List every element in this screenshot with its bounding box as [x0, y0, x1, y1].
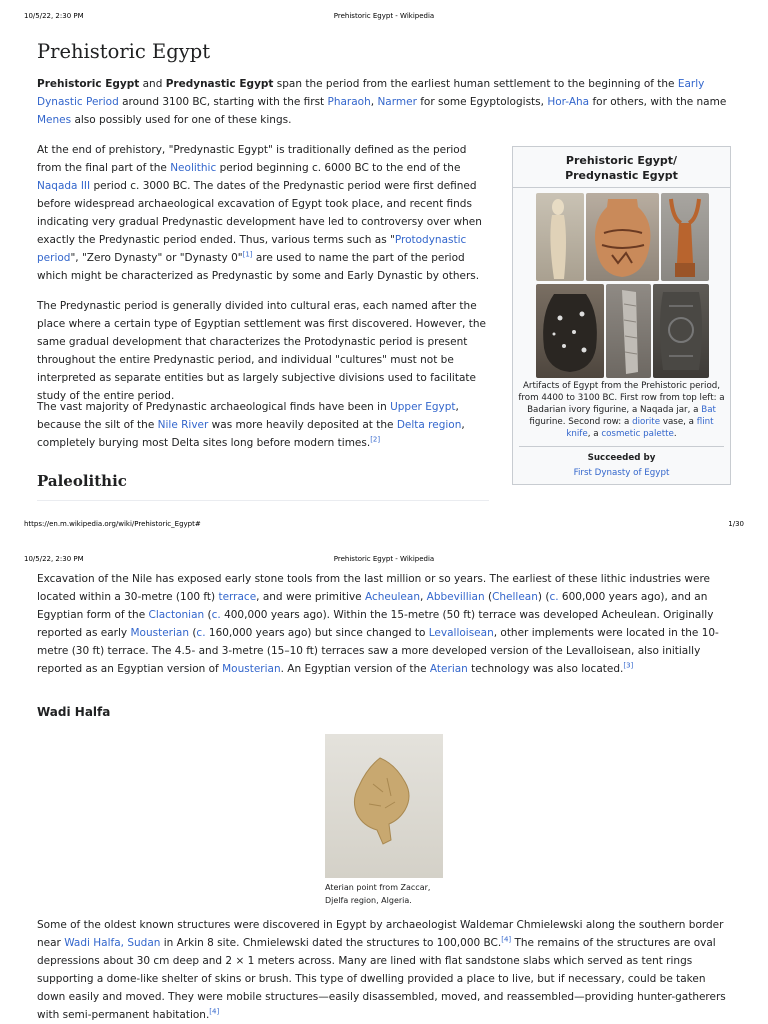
wadi-halfa-structures-paragraph: Some of the oldest known structures were discovered in Egypt by archaeologist Waldemar Chmielewski along the southern border near Wadi Halfa, Sudan in Arkin 8 site. Chmielewski dated the structures to 100,000 BC.[4] The remains of the structures are oval depressions about 30 cm deep and 2 × 1 meters across. Many are lined with flat sandstone slabs which served as tent rings supporting a dome-like shelter of skins or brush. This type of dwelling provided a place to live, but if necessary, could be taken down easily and moved. They were mobile structures—easily disassembled, moved, and reassembled—providing hunter-gatherers with semi-permanent habitation.[4] [37, 919, 726, 1021]
ivory-figurine-image [536, 193, 584, 281]
print-title: Prehistoric Egypt - Wikipedia [333, 555, 435, 563]
reference-3[interactable]: [3] [623, 661, 634, 670]
link-early-dynastic-period[interactable]: Early Dynastic Period [37, 78, 705, 108]
page-title: Prehistoric Egypt [37, 40, 211, 63]
bat-figurine-image [661, 193, 709, 281]
link-first-dynasty[interactable]: First Dynasty of Egypt [573, 468, 670, 478]
link-circa[interactable]: c. [196, 627, 206, 639]
reference-1[interactable]: [1] [242, 250, 253, 259]
aterian-point-image[interactable] [325, 734, 443, 878]
infobox-divider [519, 446, 724, 447]
link-abbevillian[interactable]: Abbevillian [426, 591, 485, 603]
link-cosmetic-palette[interactable]: cosmetic palette [601, 429, 674, 439]
link-naqada-iii[interactable]: Naqada III [37, 180, 91, 192]
link-mousterian[interactable]: Mousterian [222, 663, 281, 675]
link-diorite[interactable]: diorite [632, 417, 661, 427]
print-date: 10/5/22, 2:30 PM [24, 555, 84, 563]
print-url: https://en.m.wikipedia.org/wiki/Prehistoric_Egypt# [24, 520, 201, 528]
archaeological-finds-paragraph: The vast majority of Predynastic archaeological finds have been in Upper Egypt, because the silt of the Nile River was more heavily deposited at the Delta region, completely burying most Delta sites long before modern times.[2] [37, 401, 465, 449]
infobox [512, 146, 731, 485]
print-title: Prehistoric Egypt - Wikipedia [333, 12, 435, 20]
reference-4[interactable]: [4] [501, 935, 512, 944]
link-protodynastic-period[interactable]: Protodynastic period [37, 234, 467, 264]
figure-caption: Aterian point from Zaccar, Djelfa region, Algeria. [325, 883, 431, 905]
print-footer [24, 520, 744, 528]
link-upper-egypt[interactable]: Upper Egypt [390, 401, 456, 413]
link-mousterian[interactable]: Mousterian [130, 627, 189, 639]
predynastic-definition-paragraph: At the end of prehistory, "Predynastic Egypt" is traditionally defined as the period from the final part of the Neolithic period beginning c. 6000 BC to the end of the Naqada III period c. 3000 BC. The dates of the Predynastic period were first defined before widespread archaeological excavation of Egypt took place, and recent finds indicating very gradual Predynastic development have led to controversy over when exactly the Predynastic period ended. Thus, various terms such as "Protodynastic period", "Zero Dynasty" or "Dynasty 0"[1] are used to name the part of the period which might be characterized as Predynastic by some and Early Dynastic by others. [37, 144, 482, 282]
link-bat[interactable]: Bat [701, 405, 716, 415]
link-menes[interactable]: Menes [37, 114, 72, 126]
link-narmer[interactable]: Narmer [377, 96, 417, 108]
succeeded-by-label: Succeeded by [587, 453, 656, 463]
link-circa[interactable]: c. [549, 591, 559, 603]
arrowhead-icon [325, 734, 443, 878]
link-hor-aha[interactable]: Hor-Aha [547, 96, 590, 108]
link-pharaoh[interactable]: Pharaoh [327, 96, 371, 108]
cultural-eras-paragraph: The Predynastic period is generally divided into cultural eras, each named after the place where a certain type of Egyptian settlement was first discovered. However, the same gradual development that characterizes the Protodynastic period is present throughout the entire Predynastic period, and individual "cultures" must not be interpreted as separate entities but as largely subjective divisions used to facilitate study of the entire period. [37, 300, 486, 402]
print-page-number: 1/30 [728, 520, 744, 528]
link-chellean[interactable]: Chellean [492, 591, 538, 603]
print-header [24, 12, 744, 20]
infobox-image-collage[interactable] [513, 188, 730, 380]
diorite-vase-image [536, 284, 604, 378]
print-date: 10/5/22, 2:30 PM [24, 12, 84, 20]
link-aterian[interactable]: Aterian [429, 663, 468, 675]
link-delta-region[interactable]: Delta region [396, 419, 462, 431]
naqada-jar-image [586, 193, 659, 281]
cosmetic-palette-image [653, 284, 709, 378]
link-terrace[interactable]: terrace [218, 591, 257, 603]
flint-knife-image [606, 284, 651, 378]
section-divider [37, 500, 489, 501]
link-acheulean[interactable]: Acheulean [364, 591, 420, 603]
link-levalloisean[interactable]: Levalloisean [428, 627, 494, 639]
section-heading-paleolithic: Paleolithic [37, 472, 127, 490]
infobox-title: Prehistoric Egypt/ Predynastic Egypt [513, 147, 730, 188]
intro-paragraph: Prehistoric Egypt and Predynastic Egypt span the period from the earliest human settlement to the beginning of the Early Dynastic Period around 3100 BC, starting with the first Pharaoh, Narmer for some Egyptologists, Hor-Aha for others, with the name Menes also possibly used for one of these kings. [37, 78, 727, 126]
subsection-heading-wadi-halfa: Wadi Halfa [37, 705, 111, 719]
link-clactonian[interactable]: Clactonian [148, 609, 205, 621]
link-circa[interactable]: c. [211, 609, 221, 621]
link-wadi-halfa-sudan[interactable]: Wadi Halfa, Sudan [64, 937, 161, 949]
nile-excavation-paragraph: Excavation of the Nile has exposed early stone tools from the last million or so years. The earliest of these lithic industries were located within a 30-metre (100 ft) terrace, and were primitive Acheulean, Abbevillian (Chellean) (c. 600,000 years ago), and an Egyptian form of the Clactonian (c. 400,000 years ago). Within the 15-metre (50 ft) terrace was developed Acheulean. Originally reported as early Mousterian (c. 160,000 years ago) but since changed to Levalloisean, other implements were located in the 10-metre (30 ft) terrace. The 4.5- and 3-metre (15–10 ft) terraces saw a more developed version of the Levalloisean, also initially reported as an Egyptian version of Mousterian. An Egyptian version of the Aterian technology was also located.[3] [37, 573, 719, 675]
link-nile-river[interactable]: Nile River [157, 419, 209, 431]
infobox-succession [513, 451, 730, 481]
link-flint-knife[interactable]: flint knife [566, 417, 714, 439]
reference-4[interactable]: [4] [209, 1007, 220, 1016]
infobox-caption: Artifacts of Egypt from the Prehistoric period, from 4400 to 3100 BC. First row from top left: a Badarian ivory figurine, a Naqada jar, a Bat figurine. Second row: a diorite vase, a flint knife, a cosmetic palette. [518, 381, 725, 439]
link-neolithic[interactable]: Neolithic [170, 162, 217, 174]
reference-2[interactable]: [2] [370, 435, 381, 444]
print-header-page-2 [24, 555, 744, 563]
